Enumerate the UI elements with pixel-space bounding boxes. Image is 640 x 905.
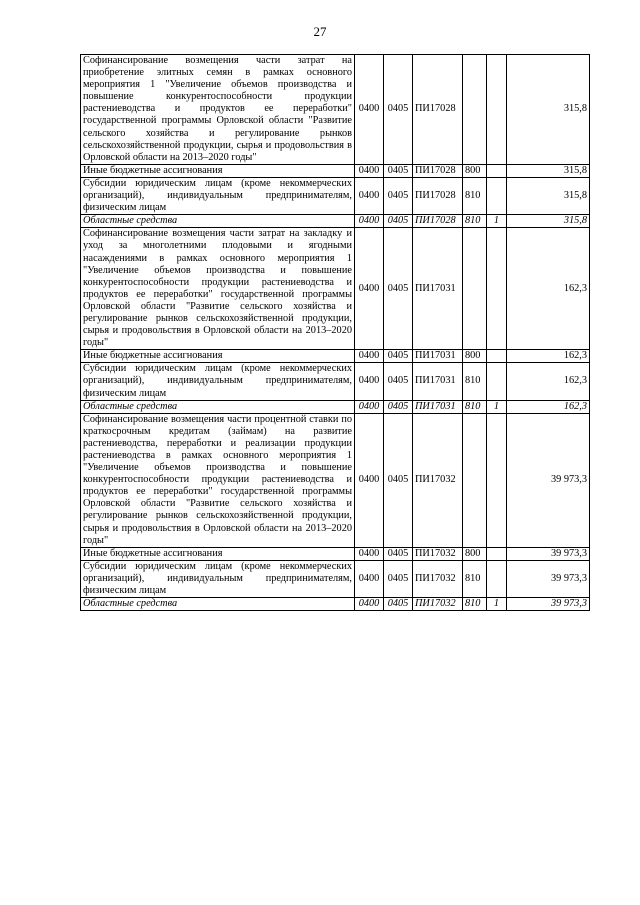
expense-type-code-cell: 810 — [463, 598, 487, 611]
expense-type-code-cell — [463, 228, 487, 350]
target-item-code-cell: ПИ17031 — [413, 400, 463, 413]
target-item-code-cell: ПИ17032 — [413, 598, 463, 611]
funding-source-cell: 1 — [487, 598, 507, 611]
table-row — [81, 55, 590, 165]
funding-source-cell — [487, 55, 507, 165]
funding-source-cell — [487, 560, 507, 597]
amount-cell: 162,3 — [507, 228, 590, 350]
description-cell: Субсидии юридическим лицам (кроме некоммерческих организаций), индивидуальным предпринимателям, физическим лицам — [81, 363, 355, 400]
section-code-cell: 0400 — [355, 413, 384, 547]
subsection-code-cell: 0405 — [384, 363, 413, 400]
table-row — [81, 350, 590, 363]
funding-source-cell — [487, 363, 507, 400]
expense-type-code-cell: 800 — [463, 547, 487, 560]
description-cell: Субсидии юридическим лицам (кроме некоммерческих организаций), индивидуальным предпринимателям, физическим лицам — [81, 560, 355, 597]
funding-source-cell — [487, 228, 507, 350]
section-code-cell: 0400 — [355, 55, 384, 165]
expense-type-code-cell: 810 — [463, 560, 487, 597]
funding-source-cell: 1 — [487, 215, 507, 228]
description-cell: Софинансирование возмещения части процентной ставки по краткосрочным кредитам (займам) на развитие растениеводства, переработки и реализации продукции растениеводства в рамках основного мероприятия 1 "Увеличение объемов производства и повышение конкурентоспособности продукции растениеводства и продуктов ее переработки" государственной программы Орловской области "Развитие сельского хозяйства и регулирование рынков сельскохозяйственной продукции, сырья и продовольствия в Орловской области на 2013–2020 годы" — [81, 413, 355, 547]
funding-source-cell — [487, 164, 507, 177]
subsection-code-cell: 0405 — [384, 598, 413, 611]
description-cell: Областные средства — [81, 598, 355, 611]
subsection-code-cell: 0405 — [384, 547, 413, 560]
table-body — [81, 55, 590, 611]
section-code-cell: 0400 — [355, 400, 384, 413]
target-item-code-cell: ПИ17031 — [413, 228, 463, 350]
expense-type-code-cell: 810 — [463, 400, 487, 413]
subsection-code-cell: 0405 — [384, 215, 413, 228]
amount-cell: 162,3 — [507, 400, 590, 413]
expense-type-code-cell — [463, 55, 487, 165]
subsection-code-cell: 0405 — [384, 164, 413, 177]
description-cell: Субсидии юридическим лицам (кроме некоммерческих организаций), индивидуальным предпринимателям, физическим лицам — [81, 177, 355, 214]
section-code-cell: 0400 — [355, 215, 384, 228]
funding-source-cell — [487, 413, 507, 547]
target-item-code-cell: ПИ17028 — [413, 164, 463, 177]
section-code-cell: 0400 — [355, 350, 384, 363]
funding-source-cell — [487, 177, 507, 214]
table-row — [81, 560, 590, 597]
target-item-code-cell: ПИ17028 — [413, 215, 463, 228]
subsection-code-cell: 0405 — [384, 560, 413, 597]
target-item-code-cell: ПИ17032 — [413, 547, 463, 560]
table-row — [81, 164, 590, 177]
expense-type-code-cell: 800 — [463, 164, 487, 177]
expense-type-code-cell: 810 — [463, 363, 487, 400]
section-code-cell: 0400 — [355, 177, 384, 214]
funding-source-cell — [487, 350, 507, 363]
amount-cell: 315,8 — [507, 177, 590, 214]
description-cell: Областные средства — [81, 400, 355, 413]
description-cell: Иные бюджетные ассигнования — [81, 164, 355, 177]
subsection-code-cell: 0405 — [384, 55, 413, 165]
target-item-code-cell: ПИ17032 — [413, 560, 463, 597]
amount-cell: 162,3 — [507, 350, 590, 363]
amount-cell: 39 973,3 — [507, 598, 590, 611]
table-row — [81, 363, 590, 400]
expense-type-code-cell: 810 — [463, 215, 487, 228]
description-cell: Иные бюджетные ассигнования — [81, 547, 355, 560]
table-row — [81, 215, 590, 228]
description-cell: Софинансирование возмещения части затрат на приобретение элитных семян в рамках основного мероприятия 1 "Увеличение объемов производства и повышение конкурентоспособности продукции растениеводства и продуктов ее переработки" государственной программы Орловской области "Развитие сельского хозяйства и регулирование рынков сельскохозяйственной продукции, сырья и продовольствия в Орловской области на 2013–2020 годы" — [81, 55, 355, 165]
subsection-code-cell: 0405 — [384, 228, 413, 350]
table-row — [81, 413, 590, 547]
section-code-cell: 0400 — [355, 560, 384, 597]
subsection-code-cell: 0405 — [384, 413, 413, 547]
expense-type-code-cell: 800 — [463, 350, 487, 363]
table-row — [81, 228, 590, 350]
funding-source-cell: 1 — [487, 400, 507, 413]
page-number: 27 — [313, 24, 327, 39]
amount-cell: 315,8 — [507, 164, 590, 177]
subsection-code-cell: 0405 — [384, 400, 413, 413]
table-row — [81, 177, 590, 214]
target-item-code-cell: ПИ17028 — [413, 177, 463, 214]
section-code-cell: 0400 — [355, 547, 384, 560]
section-code-cell: 0400 — [355, 228, 384, 350]
description-cell: Софинансирование возмещения части затрат на закладку и уход за многолетними плодовыми и ягодными насаждениями в рамках основного мероприятия 1 "Увеличение объемов производства и повышение конкурентоспособности продукции растениеводства и продуктов ее переработки" государственной программы Орловской области "Развитие сельского хозяйства и регулирование рынков сельскохозяйственной продукции, сырья и продовольствия в Орловской области на 2013–2020 годы" — [81, 228, 355, 350]
section-code-cell: 0400 — [355, 598, 384, 611]
amount-cell: 315,8 — [507, 215, 590, 228]
target-item-code-cell: ПИ17031 — [413, 350, 463, 363]
expense-type-code-cell — [463, 413, 487, 547]
amount-cell: 315,8 — [507, 55, 590, 165]
table-row — [81, 598, 590, 611]
expense-type-code-cell: 810 — [463, 177, 487, 214]
amount-cell: 162,3 — [507, 363, 590, 400]
section-code-cell: 0400 — [355, 164, 384, 177]
amount-cell: 39 973,3 — [507, 413, 590, 547]
table-row — [81, 547, 590, 560]
budget-table — [80, 54, 590, 611]
table-row — [81, 400, 590, 413]
target-item-code-cell: ПИ17028 — [413, 55, 463, 165]
section-code-cell: 0400 — [355, 363, 384, 400]
funding-source-cell — [487, 547, 507, 560]
amount-cell: 39 973,3 — [507, 547, 590, 560]
description-cell: Иные бюджетные ассигнования — [81, 350, 355, 363]
description-cell: Областные средства — [81, 215, 355, 228]
amount-cell: 39 973,3 — [507, 560, 590, 597]
target-item-code-cell: ПИ17031 — [413, 363, 463, 400]
target-item-code-cell: ПИ17032 — [413, 413, 463, 547]
subsection-code-cell: 0405 — [384, 350, 413, 363]
subsection-code-cell: 0405 — [384, 177, 413, 214]
